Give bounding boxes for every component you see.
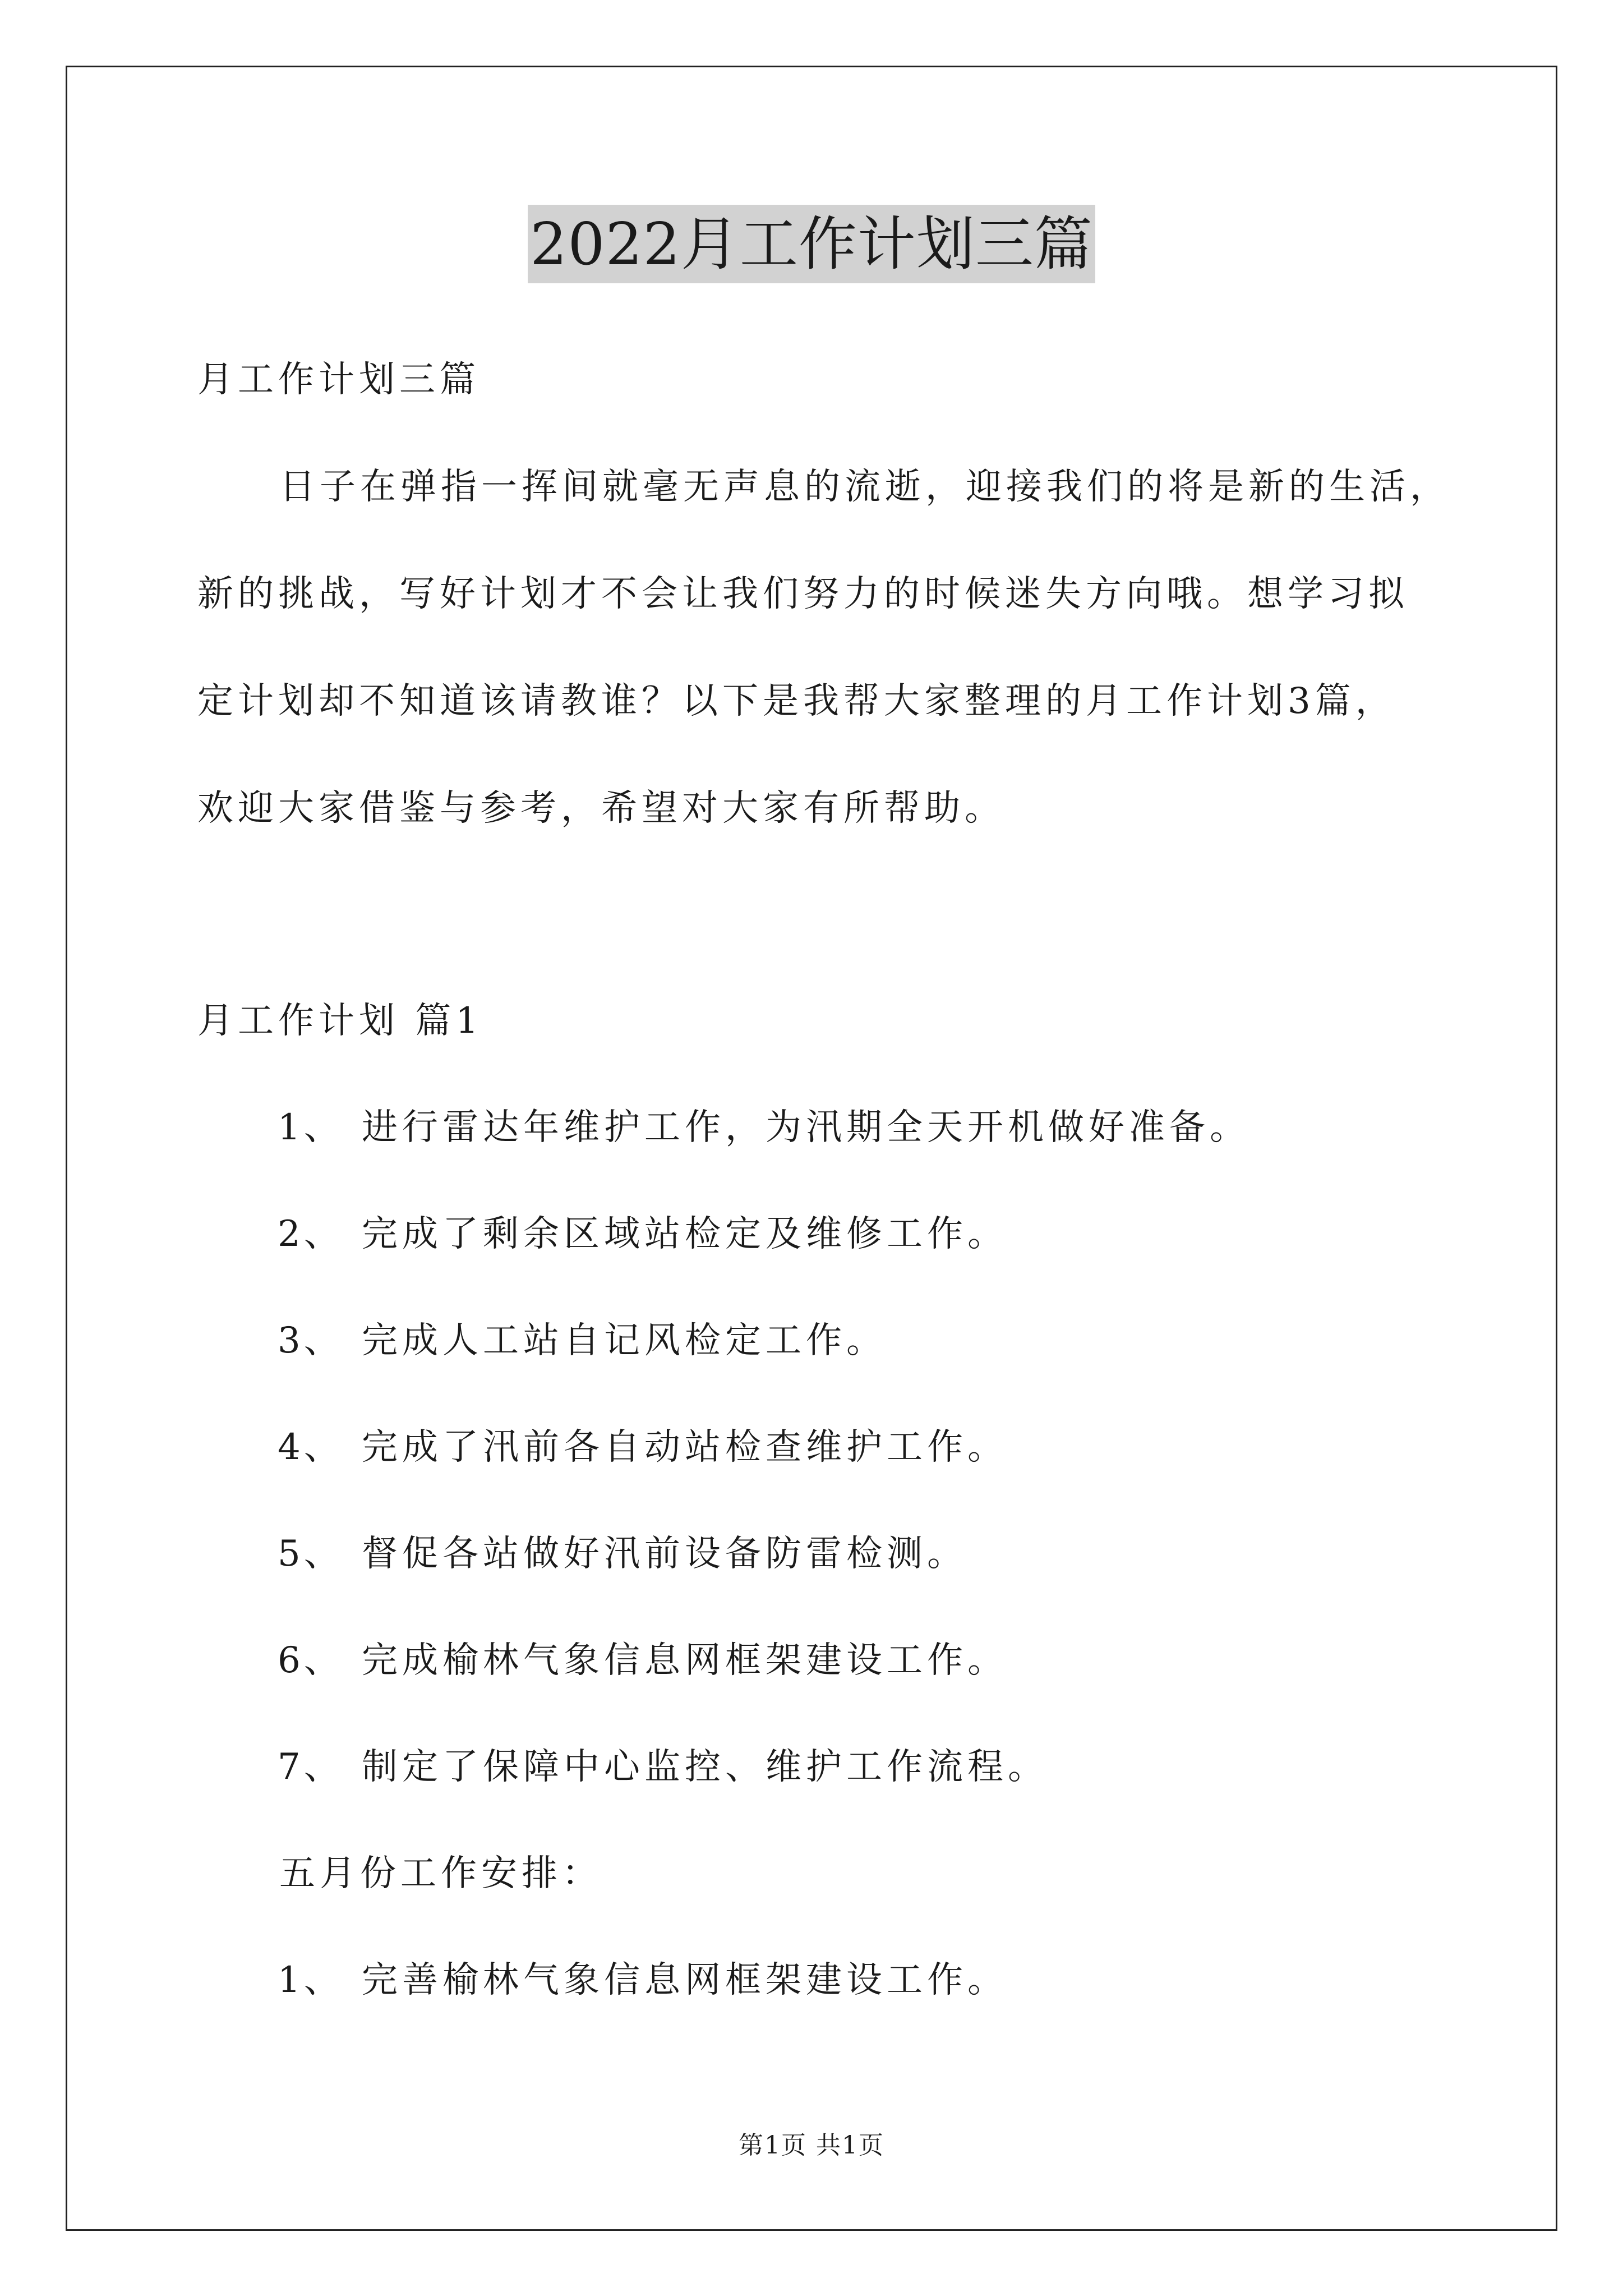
list-item-number: 4、 — [278, 1427, 343, 1468]
list-item-number: 3、 — [278, 1320, 343, 1361]
title-container — [0, 205, 1623, 283]
intro-line-1: 日子在弹指一挥间就毫无声息的流逝，迎接我们的将是新的生活， — [279, 466, 1450, 508]
list-item — [278, 1105, 1250, 1150]
page-number-footer: 第1页 共1页 — [739, 2131, 884, 2160]
list-item — [278, 1638, 1008, 1683]
intro-line-3: 定计划却不知道该请教谁？以下是我帮大家整理的月工作计划3篇， — [197, 680, 1396, 722]
section-heading: 月工作计划 篇1 — [197, 1000, 483, 1042]
list-item-text: 完成榆林气象信息网框架建设工作。 — [362, 1640, 1008, 1681]
list-item — [278, 1425, 1008, 1470]
list-item-text: 进行雷达年维护工作，为汛期全天开机做好准备。 — [362, 1107, 1250, 1148]
list-item-number: 1、 — [278, 1959, 343, 2001]
intro-line-4: 欢迎大家借鉴与参考，希望对大家有所帮助。 — [197, 788, 1005, 829]
document-title: 2022月工作计划三篇 — [528, 205, 1095, 283]
intro-line-2: 新的挑战，写好计划才不会让我们努力的时候迷失方向哦。想学习拟 — [197, 573, 1409, 615]
list-item-text: 完成了汛前各自动站检查维护工作。 — [362, 1427, 1008, 1468]
list-item-number: 7、 — [278, 1746, 343, 1788]
list-item-number: 1、 — [278, 1107, 343, 1148]
list-item-number: 6、 — [278, 1640, 343, 1681]
list-item-number: 5、 — [278, 1533, 343, 1575]
list-item-text: 督促各站做好汛前设备防雷检测。 — [362, 1533, 967, 1575]
list-item — [278, 1531, 967, 1576]
list-item — [278, 1212, 1008, 1257]
list-item-text: 完成人工站自记风检定工作。 — [362, 1320, 887, 1361]
list-item-text: 完善榆林气象信息网框架建设工作。 — [362, 1959, 1008, 2001]
list-item — [278, 1745, 1048, 1789]
may-plan-heading: 五月份工作安排： — [279, 1853, 602, 1894]
list-item-number: 2、 — [278, 1213, 343, 1255]
list-item — [278, 1318, 887, 1363]
list-item — [278, 1958, 1008, 2003]
document-subtitle: 月工作计划三篇 — [197, 359, 480, 401]
list-item-text: 完成了剩余区域站检定及维修工作。 — [362, 1213, 1008, 1255]
list-item-text: 制定了保障中心监控、维护工作流程。 — [362, 1746, 1048, 1788]
